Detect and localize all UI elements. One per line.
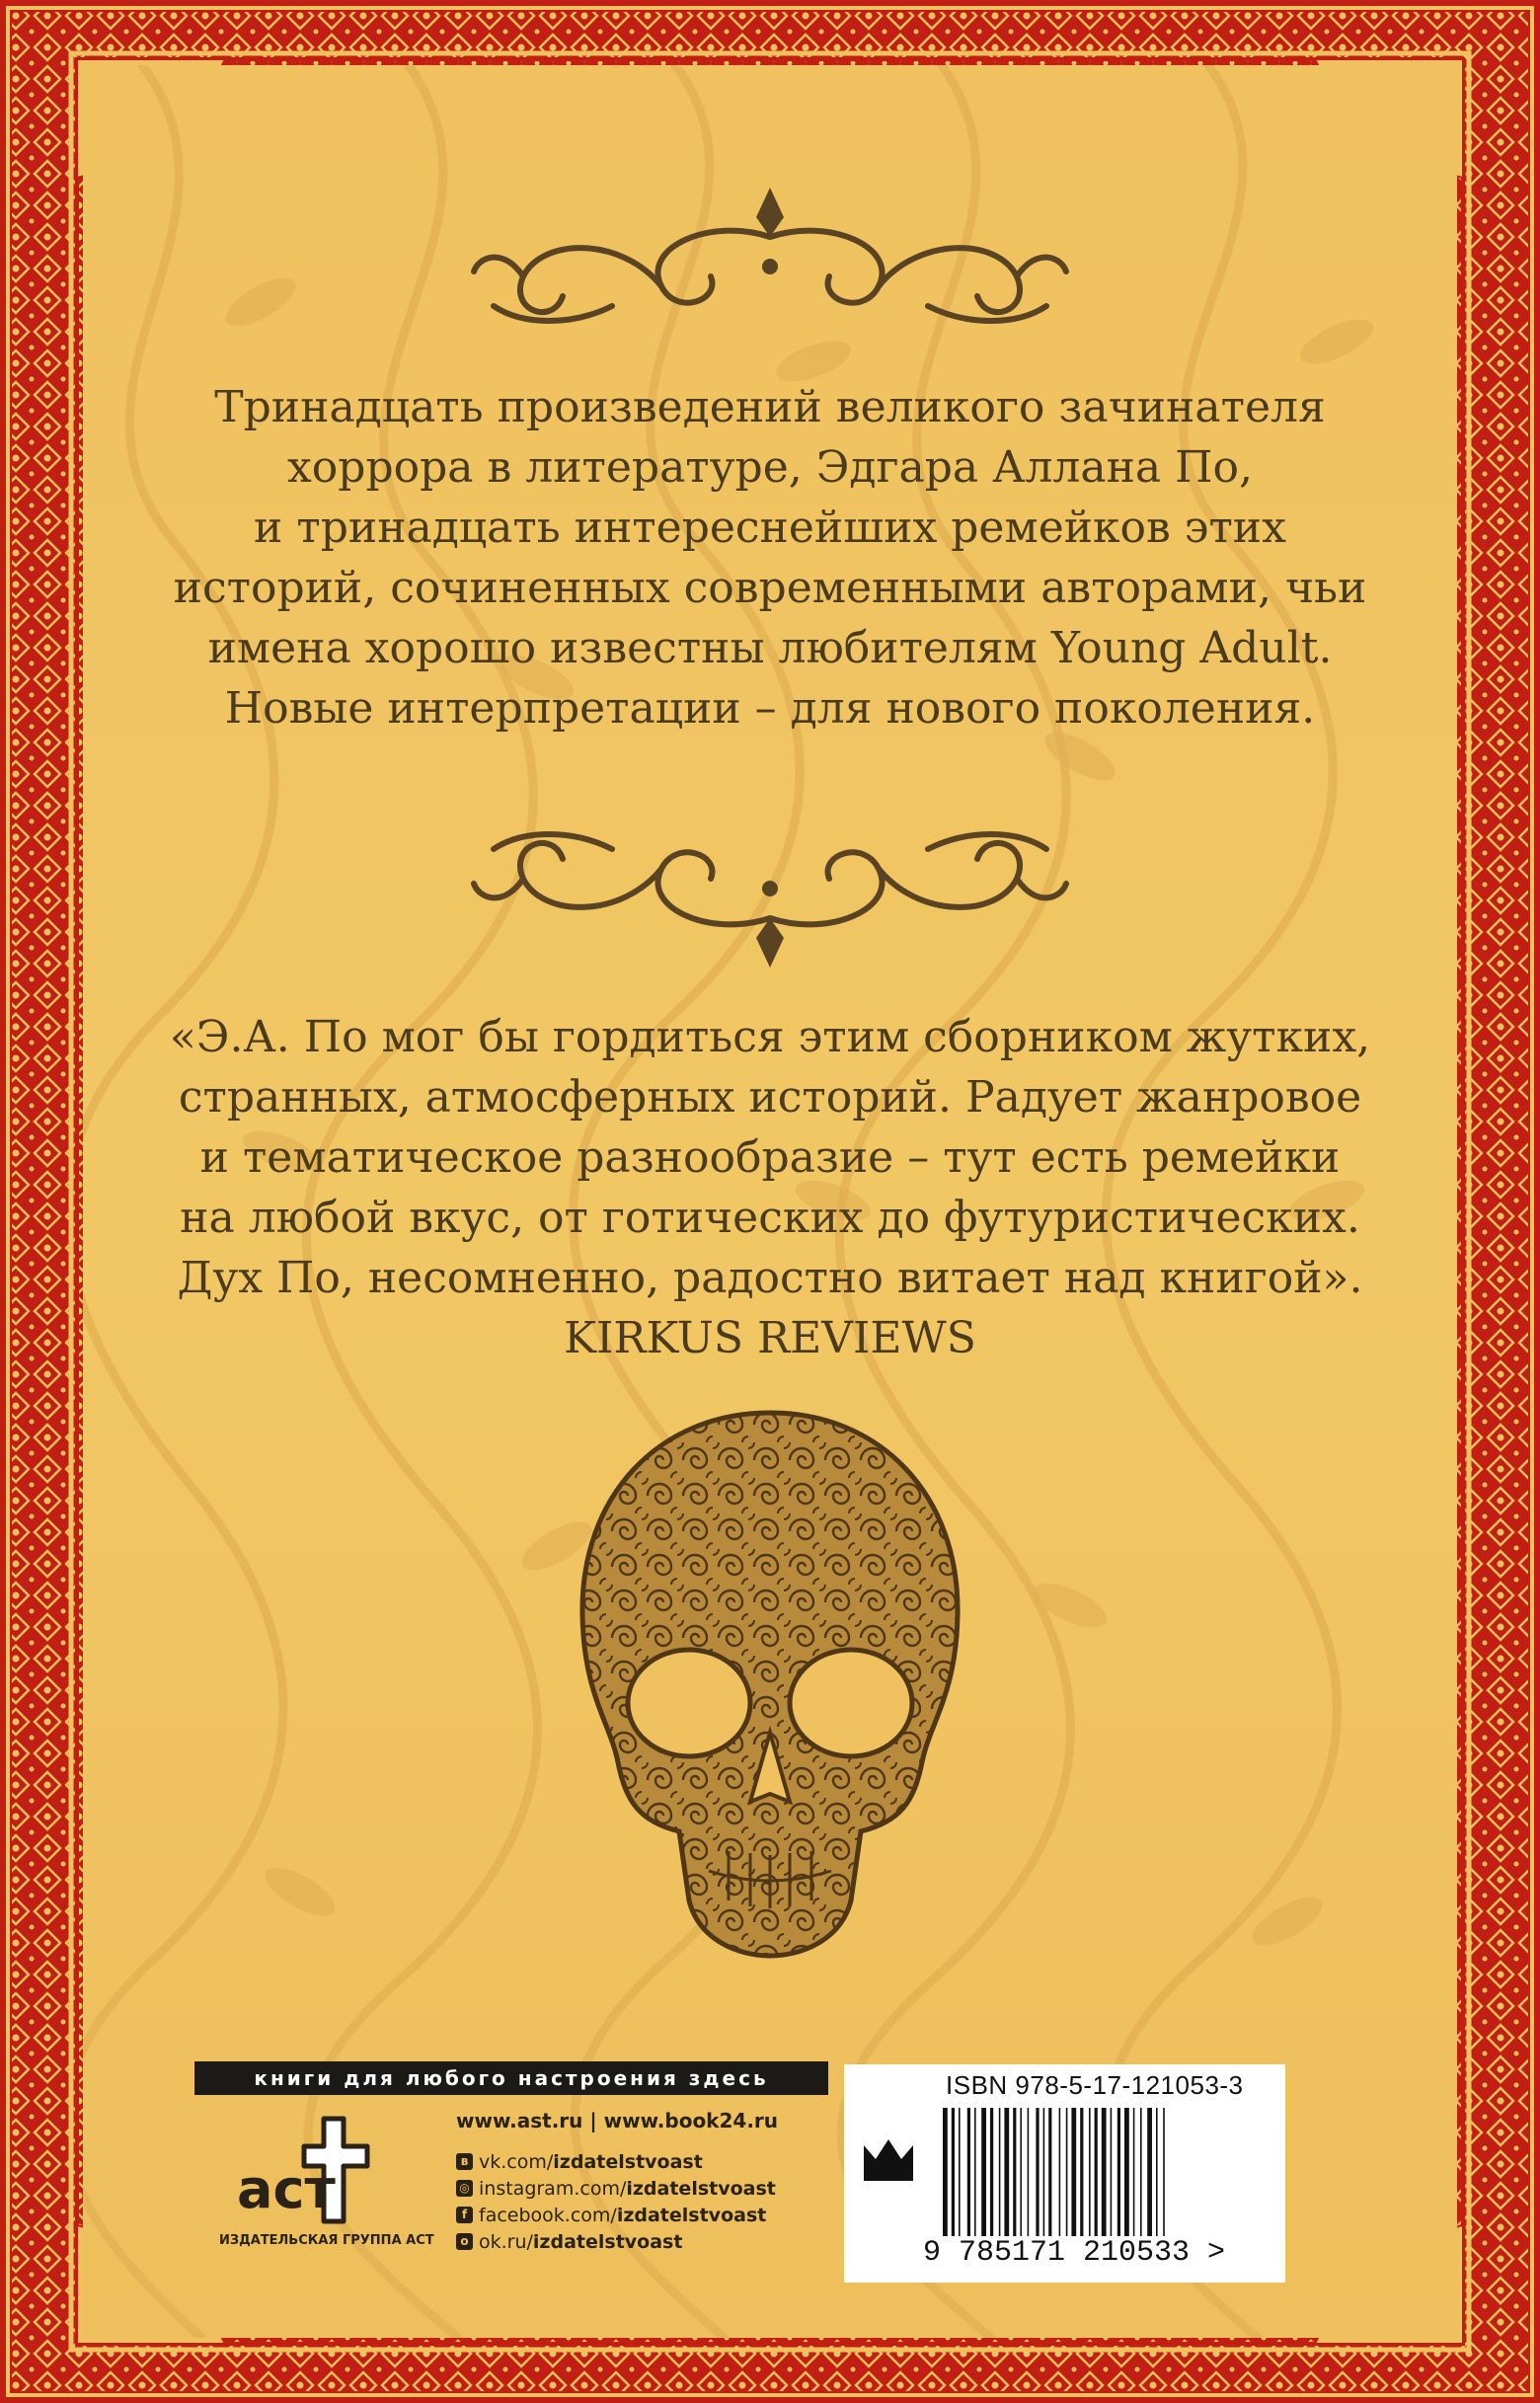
middle-flourish-ornament bbox=[464, 810, 1076, 977]
barcode-bar bbox=[999, 2108, 1001, 2236]
social-prefix: instagram.com/ bbox=[479, 2177, 627, 2200]
barcode-bar bbox=[1028, 2108, 1030, 2236]
barcode-panel bbox=[844, 2064, 1285, 2283]
social-handle: izdatelstvoast bbox=[532, 2230, 683, 2253]
social-link-facebook[interactable] bbox=[456, 2202, 778, 2228]
social-link-vk[interactable] bbox=[456, 2148, 778, 2175]
barcode-bar bbox=[1117, 2108, 1120, 2236]
barcode-bar bbox=[1156, 2108, 1158, 2236]
social-link-instagram[interactable] bbox=[456, 2175, 778, 2202]
isbn-text: ISBN 978-5-17-121053-3 bbox=[946, 2070, 1244, 2100]
ast-logo bbox=[229, 2113, 375, 2231]
publisher-caption: ИЗДАТЕЛЬСКАЯ ГРУППА АСТ bbox=[219, 2233, 434, 2248]
barcode-bar bbox=[1147, 2108, 1152, 2236]
barcode-bar bbox=[1004, 2108, 1009, 2236]
social-prefix: ok.ru/ bbox=[479, 2230, 533, 2253]
barcode-bar bbox=[952, 2108, 955, 2236]
description-line: Тринадцать произведений великого зачинателя bbox=[214, 382, 1326, 432]
description-line: Новые интерпретации – для нового поколения. bbox=[224, 683, 1316, 734]
social-handle: izdatelstvoast bbox=[616, 2204, 767, 2226]
book-description bbox=[148, 377, 1392, 738]
barcode-bar bbox=[1140, 2108, 1142, 2236]
description-line: имена хорошо известны любителям Young Adult. bbox=[207, 623, 1333, 673]
ornamental-skull-image bbox=[571, 1407, 969, 1960]
social-prefix: vk.com/ bbox=[479, 2150, 554, 2173]
description-line: и тринадцать интереснейших ремейков этих bbox=[254, 503, 1286, 553]
review-line: Дух По, несомненно, радостно витает над книгой». bbox=[177, 1253, 1363, 1303]
review-line: «Э.А. По мог бы гордиться этим сборником жутких, bbox=[169, 1012, 1371, 1062]
barcode-bar bbox=[1111, 2108, 1113, 2236]
barcode-bars bbox=[941, 2108, 1257, 2236]
barcode-bar bbox=[1043, 2108, 1045, 2236]
barcode-digits: 9 785171 210533 > bbox=[923, 2236, 1226, 2270]
social-handle: izdatelstvoast bbox=[553, 2150, 703, 2173]
barcode-bar bbox=[1133, 2108, 1135, 2236]
publisher-websites[interactable]: www.ast.ru | www.book24.ru bbox=[456, 2109, 779, 2132]
description-line: хоррора в литературе, Эдгара Аллана По, bbox=[286, 442, 1253, 493]
barcode-bar bbox=[1071, 2108, 1076, 2236]
barcode-bar bbox=[974, 2108, 976, 2236]
review-line: странных, атмосферных историй. Радует жанровое bbox=[178, 1072, 1362, 1123]
barcode-bar bbox=[990, 2108, 993, 2236]
logo-text: аст bbox=[237, 2158, 336, 2220]
barcode-bar bbox=[959, 2108, 961, 2236]
barcode-bar bbox=[1080, 2108, 1083, 2236]
barcode-bar bbox=[981, 2108, 986, 2236]
social-handle: izdatelstvoast bbox=[626, 2177, 776, 2200]
barcode-bar bbox=[1048, 2108, 1051, 2236]
barcode-bar bbox=[1036, 2108, 1039, 2236]
review-quote bbox=[148, 1007, 1392, 1368]
review-source: KIRKUS REVIEWS bbox=[564, 1313, 976, 1363]
publisher-tagline: книги для любого настроения здесь bbox=[194, 2061, 828, 2095]
social-prefix: facebook.com/ bbox=[479, 2204, 617, 2226]
barcode-bar bbox=[1163, 2108, 1165, 2236]
odnoklassniki-icon: о bbox=[456, 2233, 473, 2250]
social-link-odnoklassniki[interactable] bbox=[456, 2228, 778, 2255]
description-line: историй, сочиненных современными авторами, чьи bbox=[173, 563, 1367, 613]
vk-icon: в bbox=[456, 2153, 473, 2170]
barcode-bar bbox=[1089, 2108, 1091, 2236]
instagram-icon: ◎ bbox=[456, 2180, 473, 2197]
barcode-bar bbox=[1059, 2108, 1061, 2236]
barcode-bar bbox=[1013, 2108, 1016, 2236]
facebook-icon: f bbox=[456, 2207, 473, 2223]
barcode-bar bbox=[967, 2108, 970, 2236]
barcode-bar bbox=[1066, 2108, 1068, 2236]
top-flourish-ornament bbox=[464, 178, 1076, 346]
crown-icon bbox=[860, 2132, 917, 2189]
review-line: на любой вкус, от готических до футуристических. bbox=[180, 1193, 1360, 1243]
barcode-bar bbox=[943, 2108, 948, 2236]
publisher-contacts bbox=[456, 2109, 778, 2255]
barcode-bar bbox=[1095, 2108, 1098, 2236]
barcode-bar bbox=[1102, 2108, 1107, 2236]
barcode-bar bbox=[1020, 2108, 1022, 2236]
barcode-bar bbox=[1124, 2108, 1129, 2236]
review-line: и тематическое разнообразие – тут есть ремейки bbox=[199, 1132, 1341, 1183]
